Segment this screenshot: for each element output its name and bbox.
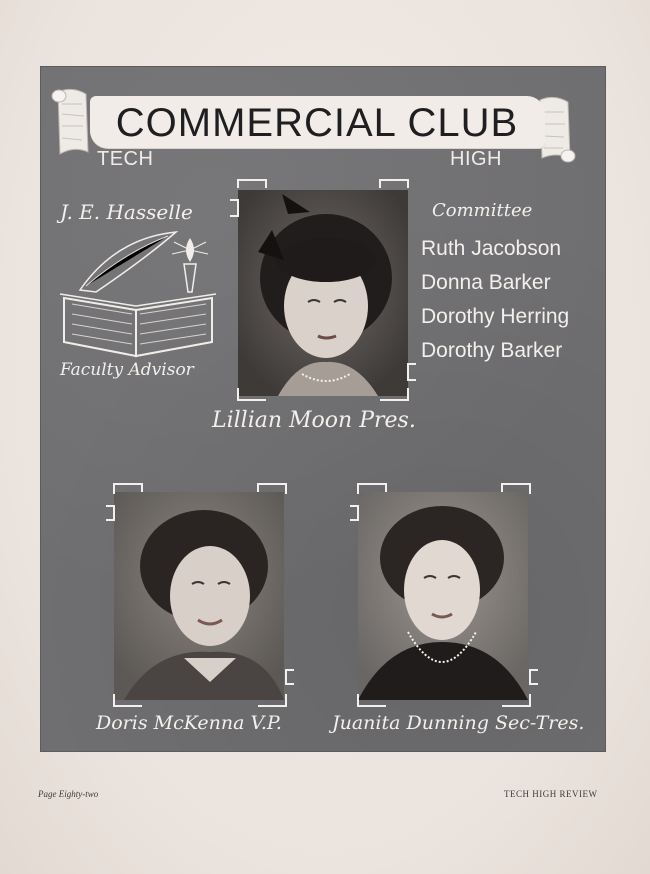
publication-name: TECH HIGH REVIEW — [504, 789, 598, 799]
banner-subtitle-left: TECH — [97, 148, 154, 170]
committee-title: Committee — [432, 200, 533, 221]
committee-member: Dorothy Barker — [421, 339, 563, 362]
secretary-treasurer-photo — [358, 492, 528, 700]
advisor-name: J. E. Hasselle — [60, 200, 193, 224]
scroll-ornament-left — [50, 86, 94, 160]
secretary-treasurer-caption: Juanita Dunning Sec-Tres. — [332, 712, 585, 734]
president-caption: Lillian Moon Pres. — [212, 408, 416, 433]
committee-member: Donna Barker — [421, 271, 551, 294]
banner-subtitle-right: HIGH — [450, 148, 502, 170]
vice-president-caption: Doris McKenna V.P. — [96, 712, 282, 734]
page-title: COMMERCIAL CLUB — [115, 101, 519, 145]
committee-member: Ruth Jacobson — [421, 237, 562, 260]
president-photo — [238, 190, 408, 396]
page-number: Page Eighty-two — [38, 789, 99, 799]
committee-list — [421, 232, 569, 368]
book-and-quill-drawing — [56, 228, 226, 362]
committee-member: Dorothy Herring — [421, 305, 570, 328]
advisor-role: Faculty Advisor — [60, 360, 194, 380]
vice-president-photo — [114, 492, 284, 700]
